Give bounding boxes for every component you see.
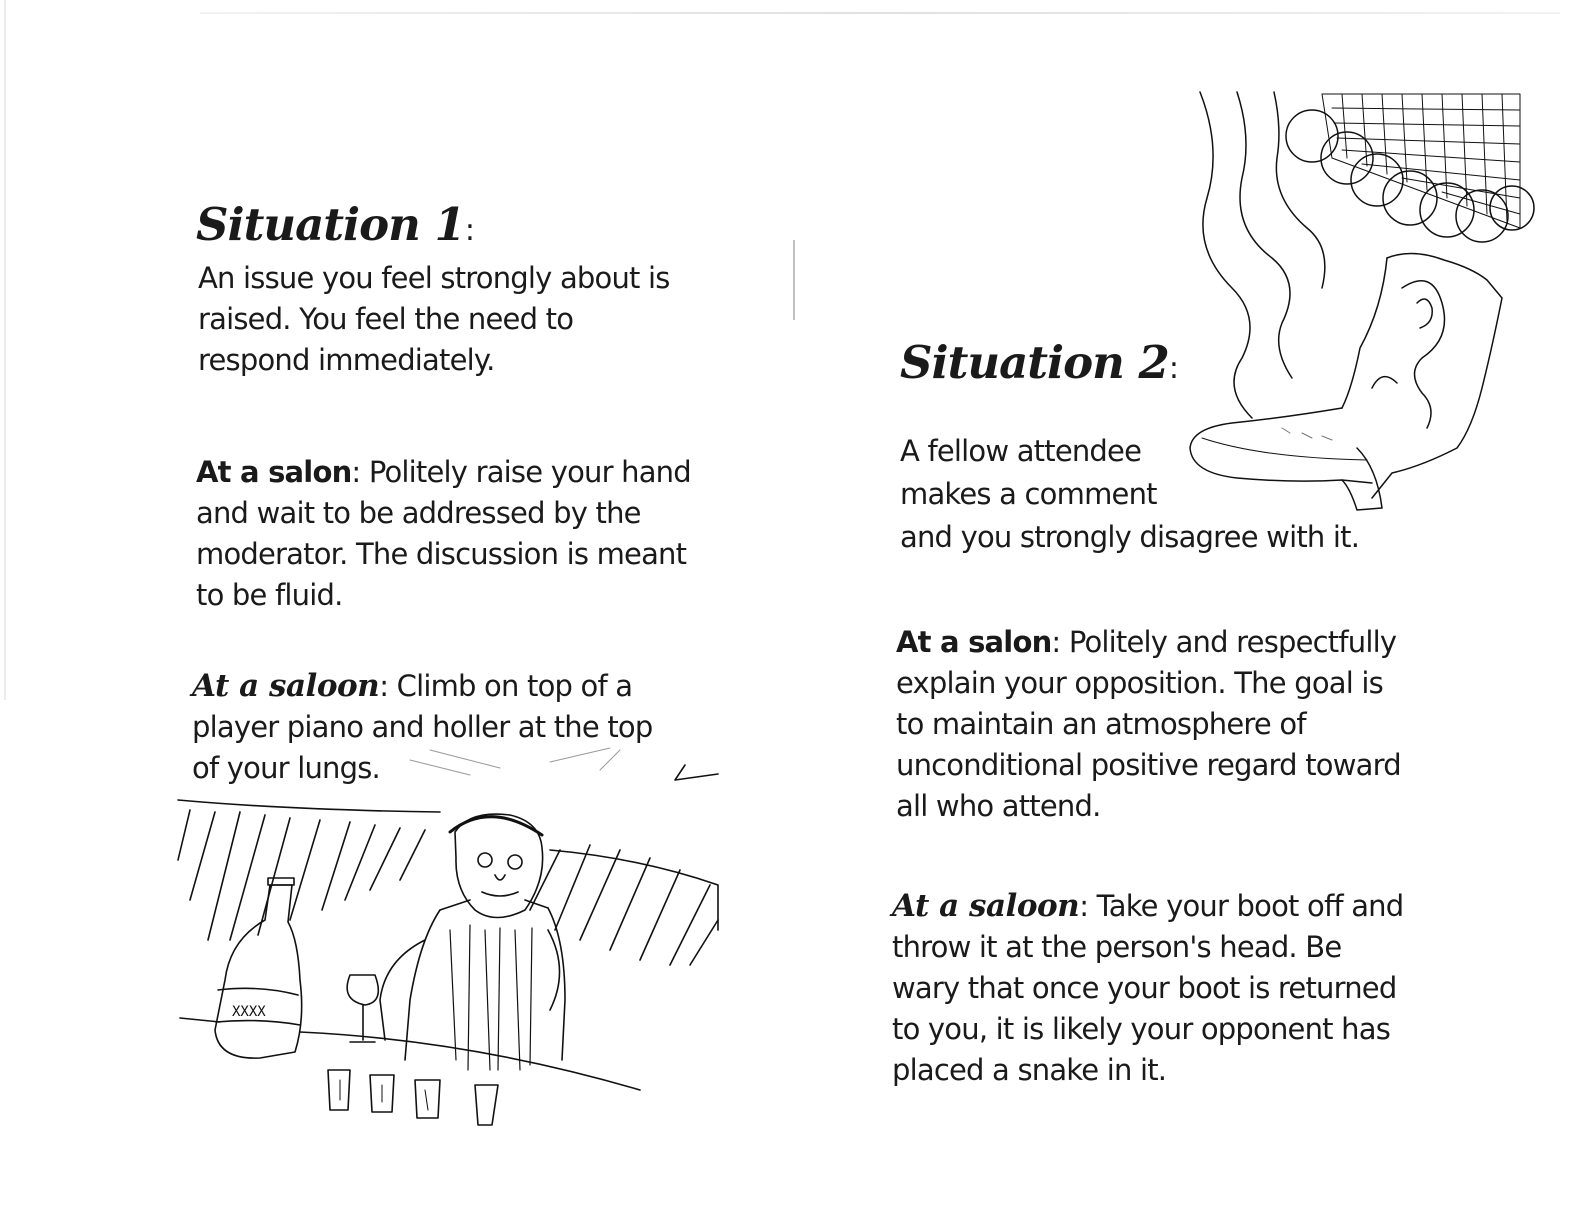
bottle-label-xxxx: XXXX	[232, 1004, 266, 1020]
saloon-text: Take your boot off and throw it at the person's head. Be wary that once your boot is returned to you, it is likely your opponent has placed a snake in it.	[892, 889, 1404, 1087]
heading-colon: :	[1168, 351, 1178, 386]
situation-2-salon-paragraph	[896, 622, 1496, 827]
page-situation-1	[0, 0, 790, 1224]
salon-colon: :	[1051, 625, 1061, 659]
salon-text: Politely raise your hand and wait to be addressed by the moderator. The discussion is meant to be fluid.	[196, 455, 691, 612]
situation-2-saloon-paragraph	[892, 886, 1492, 1091]
heading-colon: :	[464, 213, 474, 248]
salon-label: At a salon	[196, 455, 352, 489]
salon-colon: :	[351, 455, 361, 489]
situation-2-heading	[900, 336, 1178, 389]
saloon-bartender-sketch	[170, 740, 740, 1140]
saloon-text: Climb on top of a player piano and holler at the top of your lungs.	[192, 669, 653, 785]
situation-2-prompt: A fellow attendee makes a comment and you strongly disagree with it.	[900, 434, 1360, 554]
saloon-colon: :	[1079, 889, 1089, 923]
situation-2-heading-text: Situation 2	[900, 336, 1169, 389]
salon-label: At a salon	[896, 625, 1052, 659]
situation-1-heading	[196, 198, 474, 251]
saloon-label: At a saloon	[892, 888, 1080, 924]
salon-text: Politely and respectfully explain your opposition. The goal is to maintain an atmosphere of unconditional positive regard toward all who attend.	[896, 625, 1401, 823]
saloon-label: At a saloon	[192, 668, 380, 704]
situation-1-heading-text: Situation 1	[196, 198, 465, 251]
saloon-colon: :	[379, 669, 389, 703]
situation-1-salon-paragraph	[196, 452, 776, 616]
page-situation-2	[792, 0, 1584, 1224]
situation-1-prompt: An issue you feel strongly about is raised. You feel the need to respond immediately.	[198, 261, 670, 377]
